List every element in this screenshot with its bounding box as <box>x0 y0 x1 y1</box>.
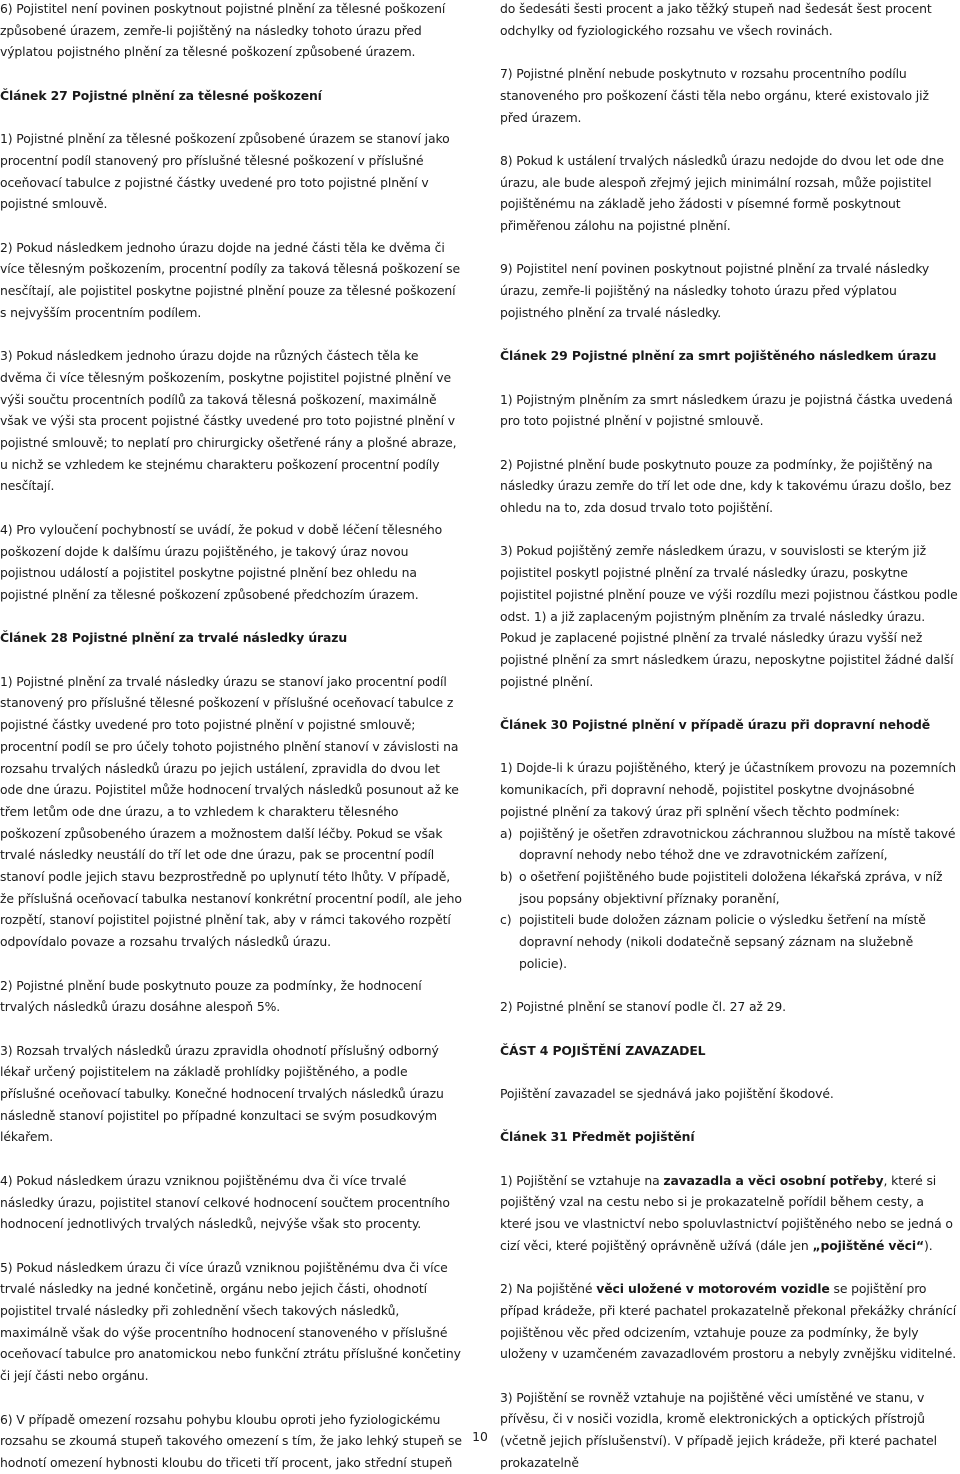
paragraph-art31-1 <box>500 1170 958 1257</box>
paragraph-art26-6: 6) Pojistitel není povinen poskytnout pojistné plnění za tělesné poškození způsobené úrazem, zemře-li pojištěný na následky tohoto úrazu před výplatou pojistného plnění za tělesné poškození způsobené úrazem. <box>0 1 446 60</box>
art31-2-bold-vehicle-items: věci uložené v motorovém vozidle <box>596 1281 830 1297</box>
paragraph-art27-4: 4) Pro vyloučení pochybností se uvádí, že pokud v době léčení tělesného poškození dojde k dalšímu úrazu pojištěného, je takový úraz novou pojistnou událostí a pojistitel poskytne pojistné plnění bez ohledu na pojistné plnění za tělesné poškození způsobené předchozím úrazem. <box>0 521 443 602</box>
art31-1-bold-luggage: zavazadla a věci osobní potřeby <box>663 1172 884 1188</box>
paragraph-art27-1: 1) Pojistné plnění za tělesné poškození způsobené úrazem se stanoví jako procentní podíl stanovený pro příslušné tělesné poškození v příslušné oceňovací tabulce z pojistné částky uvedené pro toto pojistné plnění v pojistné smlouvě. <box>0 131 450 212</box>
art31-2-text-end: se pojištění pro případ krádeže, při které pachatel prokazatelně překonal překážky chránící pojištěnou věc před odcizením, vztahuje pouze za podmínky, že byly uloženy v uzamčeném zavazadlovém prostoru a nebyly zvnějšku viditelné. <box>500 1281 957 1362</box>
page-number: 10 <box>472 1429 488 1444</box>
paragraph-art28-3: 3) Rozsah trvalých následků úrazu zpravidla ohodnotí příslušný odborný lékař určený pojistitelem na základě prohlídky pojištěného, a podle příslušné oceňovací tabulky. Konečné hodnocení trvalých následků úrazu následně stanoví pojistitel po případné konzultaci se svým posudkovým lékařem. <box>0 1042 444 1145</box>
list-item-c-text: pojistiteli bude doložen záznam policie o výsledku šetření na místě dopravní nehody (nikoli dodatečně sepsaný záznam na služebně policie). <box>519 912 926 971</box>
paragraph-art28-9: 9) Pojistitel není povinen poskytnout pojistné plnění za trvalé následky úrazu, zemře-li pojištěný na následky tohoto úrazu před výplatou pojistného plnění za trvalé následky. <box>500 261 930 320</box>
art31-1-bold-insured-items: „pojištěné věci“ <box>812 1237 925 1253</box>
paragraph-art29-2: 2) Pojistné plnění bude poskytnuto pouze za podmínky, že pojištěný na následky úrazu zemře do tří let ode dne, kdy k takovému úrazu došlo, bez ohledu na to, zda dosud trvalo toto pojištění. <box>500 456 952 516</box>
art31-1-text-end: ). <box>924 1237 933 1253</box>
heading-article-30: Článek 30 Pojistné plnění v případě úrazu při dopravní nehodě <box>500 717 930 733</box>
paragraph-art28-4: 4) Pokud následkem úrazu vzniknou pojištěnému dva či více trvalé následky úrazu, pojistitel stanoví celkové hodnocení součtem procentního hodnocení jednotlivých trvalých následků, nejvýše však sto procenty. <box>0 1172 450 1232</box>
heading-article-28: Článek 28 Pojistné plnění za trvalé následky úrazu <box>0 630 348 646</box>
heading-article-29: Článek 29 Pojistné plnění za smrt pojištěného následkem úrazu <box>500 348 937 364</box>
paragraph-art29-1: 1) Pojistným plněním za smrt následkem úrazu je pojistná částka uvedená pro toto pojistné plnění v pojistné smlouvě. <box>500 391 953 429</box>
paragraph-art28-6-continued: do šedesáti šesti procent a jako těžký stupeň nad šedesát šest procent odchylky od fyziologického rozsahu ve všech rovinách. <box>500 1 932 38</box>
art31-1-text-middle: , které si pojištěný vzal na cestu nebo si je prokazatelně pořídil během cesty, a které jsou ve vlastnictví nebo spoluvlastnictví pojištěného nebo se jedná o cizí věci, které pojištěný oprávněně užívá (dále jen <box>500 1172 953 1253</box>
left-column <box>0 0 462 1474</box>
paragraph-part4-intro: Pojištění zavazadel se sjednává jako pojištění škodové. <box>500 1085 834 1101</box>
heading-article-31: Článek 31 Předmět pojištění <box>500 1129 695 1145</box>
right-column <box>500 0 958 1474</box>
paragraph-art28-1: 1) Pojistné plnění za trvalé následky úrazu se stanoví jako procentní podíl stanovený pro příslušné tělesné poškození v příslušné oceňovací tabulce z pojistné částky uvedené pro toto pojistné plnění v pojistné smlouvě; procentní podíl se pro účely tohoto pojistného plnění stanoví v závislosti na rozsahu trvalých následků úrazu po jejich ustálení, zpravidla do dvou let ode dne úrazu. Pojistitel může hodnocení trvalých následků posunout až ke třem letům ode dne úrazu, a to vzhledem k charakteru tělesného poškození způsobeného úrazem a možnostem další léčby. Pokud se však trvalé následky neustálí do tří let ode dne úrazu, pak se procentní podíl stanoví podle jejich stavu bezprostředně po uplynutí této lhůty. V případě, že příslušná oceňovací tabulka nestanoví konkrétní procentní podíl, ale jeho rozpětí, stanoví pojistitel pojistné plnění tak, aby v rámci takového rozpětí odpovídalo povaze a rozsahu trvalých následků úrazu. <box>0 673 462 950</box>
paragraph-art30-2: 2) Pojistné plnění se stanoví podle čl. 27 až 29. <box>500 999 786 1015</box>
paragraph-art31-3: 3) Pojištění se rovněž vztahuje na pojištěné věci umístěné ve stanu, v přívěsu, či v nosiči vozidla, kromě elektronických a optických přístrojů (včetně jejich příslušenství). V případě jejich krádeže, při které pachatel prokazatelně <box>500 1389 937 1470</box>
list-item-a-text: pojištěný je ošetřen zdravotnickou záchrannou službou na místě takové dopravní nehody nebo téhož dne ve zdravotnickém zařízení, <box>519 825 956 863</box>
list-item-b-text: o ošetření pojištěného bude pojistiteli doložena lékařská zpráva, v níž jsou popsány objektivní příznaky poranění, <box>519 868 943 906</box>
paragraph-art28-8: 8) Pokud k ustálení trvalých následků úrazu nedojde do dvou let ode dne úrazu, ale bude alespoň zřejmý jejich minimální rozsah, může pojistitel pojištěnému na základě jeho žádosti v písemné formě poskytnout přiměřenou zálohu na pojistné plnění. <box>500 152 944 233</box>
art31-2-text-start: 2) Na pojištěné <box>500 1281 597 1297</box>
paragraph-art27-2: 2) Pokud následkem jednoho úrazu dojde na jedné části těla ke dvěma či více tělesným poškozením, procentní podíly za taková tělesná poškození se nesčítají, ale pojistitel poskytne pojistné plnění pouze za tělesné poškození s nejvyšším procentním podílem. <box>0 239 460 320</box>
paragraph-art28-5: 5) Pokud následkem úrazu či více úrazů vzniknou pojištěnému dva či více trvalé následky na jedné končetině, orgánu nebo jejich části, ohodnotí pojistitel trvalé následky při zohlednění všech takových následků, maximálně však do výše procentního hodnocení stanoveného v příslušné oceňovací tabulce pro anatomickou nebo funkční ztrátu příslušné končetiny či její části nebo orgánu. <box>0 1259 461 1384</box>
list-item-c <box>500 909 958 974</box>
list-item-b <box>500 866 958 909</box>
heading-part-4: ČÁST 4 POJIŠTĚNÍ ZAVAZADEL <box>500 1042 706 1058</box>
paragraph-art29-3: 3) Pokud pojištěný zemře následkem úrazu, v souvislosti se kterým již pojistitel poskytl pojistné plnění za trvalé následky úrazu, poskytne pojistitel pojistné plnění pouze ve výši rozdílu mezi pojistnou částkou podle odst. 1) a již zaplaceným pojistným plněním za trvalé následky úrazu. Pokud je zaplacené pojistné plnění za trvalé následky úrazu vyšší než pojistné plnění za smrt následkem úrazu, neposkytne pojistitel žádné další pojistné plnění. <box>500 543 958 689</box>
art31-1-text-start: 1) Pojištění se vztahuje na <box>500 1172 664 1188</box>
list-item-a <box>500 823 958 866</box>
paragraph-art31-2 <box>500 1278 958 1365</box>
list-marker-b: b) <box>500 868 513 884</box>
paragraph-art28-2: 2) Pojistné plnění bude poskytnuto pouze za podmínky, že hodnocení trvalých následků úrazu dosáhne alespoň 5%. <box>0 977 422 1015</box>
heading-article-27: Článek 27 Pojistné plnění za tělesné poškození <box>0 87 322 103</box>
list-marker-c: c) <box>500 912 512 928</box>
list-marker-a: a) <box>500 825 513 841</box>
paragraph-art27-3: 3) Pokud následkem jednoho úrazu dojde na různých částech těla ke dvěma či více tělesným poškozením, poskytne pojistitel pojistné plnění ve výši součtu procentních podílů za taková tělesná poškození, maximálně však ve výši sta procent pojistné částky uvedené pro toto pojistné plnění v pojistné smlouvě; to neplatí pro chirurgicky ošetřené rány a plošné abraze, u nichž se vzhledem ke stejnému charakteru poškození procentní podíly nesčítají. <box>0 348 457 494</box>
paragraph-art28-7: 7) Pojistné plnění nebude poskytnuto v rozsahu procentního podílu stanoveného pro poškození části těla nebo orgánu, které existovalo již před úrazem. <box>500 66 929 125</box>
paragraph-art28-6: 6) V případě omezení rozsahu pohybu kloubu oproti jeho fyziologickému rozsahu se zkoumá stupeň takového omezení s tím, že jako lehký stupeň se hodnotí omezení hybnosti kloubu do třiceti tří procent, jako střední stupeň <box>0 1411 462 1470</box>
paragraph-art30-1: 1) Dojde-li k úrazu pojištěného, který je účastníkem provozu na pozemních komunikacích, při dopravní nehodě, pojistitel poskytne dvojnásobné pojistné plnění za takový úraz při splnění všech těchto podmínek: <box>500 760 956 819</box>
